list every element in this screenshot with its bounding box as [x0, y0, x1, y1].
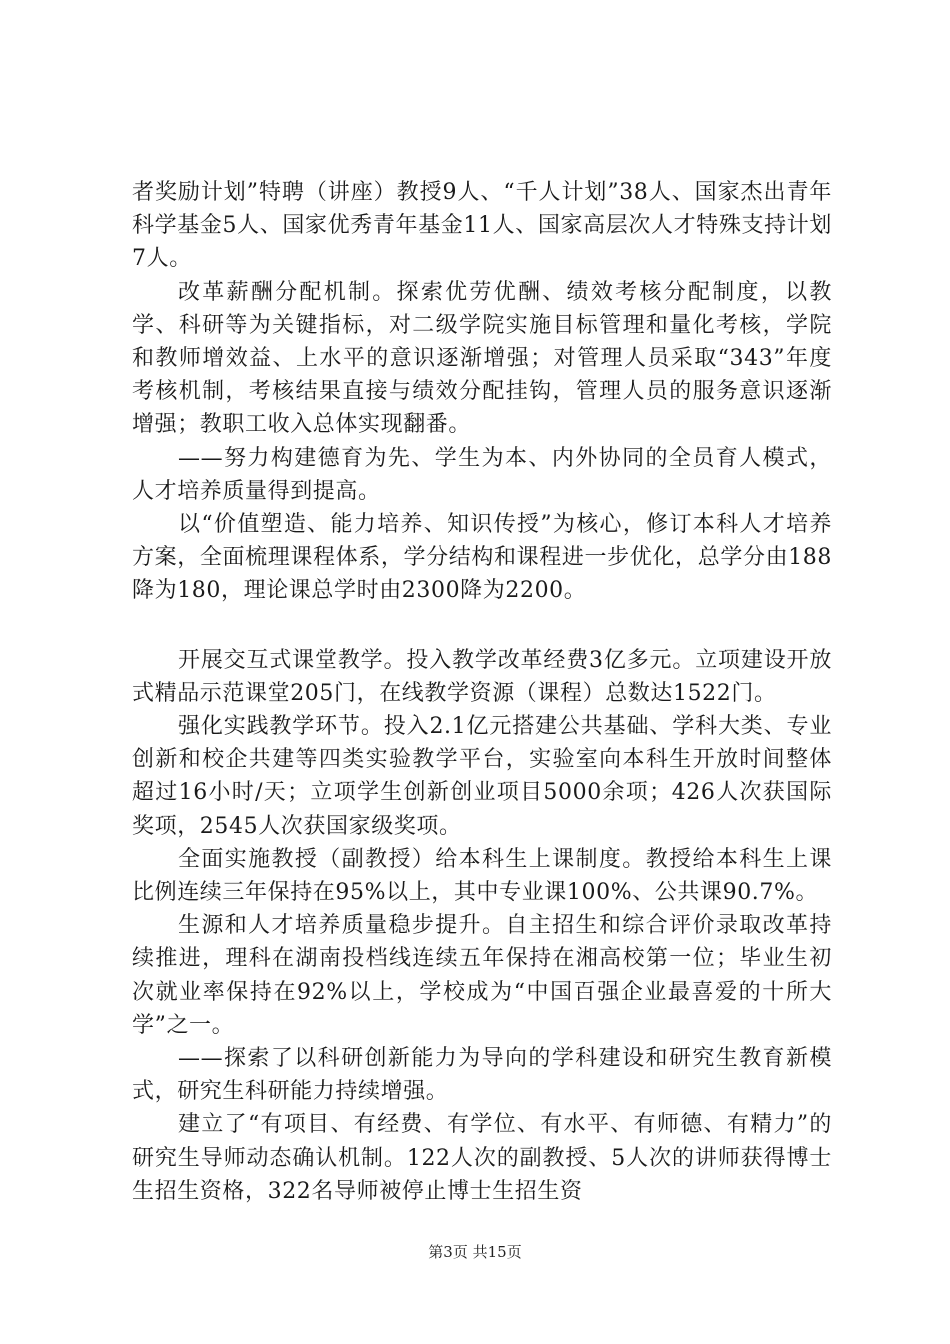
paragraph-education-model-heading: ——努力构建德育为先、学生为本、内外协同的全员育人模式，人才培养质量得到提高。	[132, 445, 832, 504]
paragraph-supervisor-mechanism: 建立了“有项目、有经费、有学位、有水平、有师德、有精力”的研究生导师动态确认机制。122人次的副教授、5人次的讲师获得博士生招生资格，322名导师被停止博士生招生资	[132, 1112, 832, 1204]
paragraph-salary-reform: 改革薪酬分配机制。探索优劳优酬、绩效考核分配制度，以教学、科研等为关键指标，对二级学院实施目标管理和量化考核，学院和教师增效益、上水平的意识逐渐增强；对管理人员采取“343”年度考核机制，考核结果直接与绩效分配挂钩，管理人员的服务意识逐渐增强；教职工收入总体实现翻番。	[132, 279, 832, 438]
paragraph-student-quality: 生源和人才培养质量稳步提升。自主招生和综合评价录取改革持续推进，理科在湖南投档线连续五年保持在湘高校第一位；毕业生初次就业率保持在92%以上，学校成为“中国百强企业最喜爱的十所大学”之一。	[132, 913, 832, 1038]
paragraph-graduate-model-heading: ——探索了以科研创新能力为导向的学科建设和研究生教育新模式，研究生科研能力持续增强。	[132, 1046, 832, 1105]
paragraph-curriculum-revision: 以“价值塑造、能力培养、知识传授”为核心，修订本科人才培养方案，全面梳理课程体系，学分结构和课程进一步优化，总学分由188降为180，理论课总学时由2300降为2200。	[132, 512, 832, 604]
paragraph-practice-teaching: 强化实践教学环节。投入2.1亿元搭建公共基础、学科大类、专业创新和校企共建等四类实验教学平台，实验室向本科生开放时间整体超过16小时/天；立项学生创新创业项目5000余项；426人次获国际奖项，2545人次获国家级奖项。	[132, 714, 832, 839]
paragraph-talent-plans: 者奖励计划”特聘（讲座）教授9人、“千人计划”38人、国家杰出青年科学基金5人、国家优秀青年基金11人、国家高层次人才特殊支持计划7人。	[132, 180, 832, 272]
paragraph-interactive-teaching: 开展交互式课堂教学。投入教学改革经费3亿多元。立项建设开放式精品示范课堂205门，在线教学资源（课程）总数达1522门。	[132, 647, 832, 706]
paragraph-gap	[132, 608, 832, 644]
page-number-footer: 第3页 共15页	[428, 1243, 522, 1261]
paragraph-professor-teaching: 全面实施教授（副教授）给本科生上课制度。教授给本科生上课比例连续三年保持在95%以上，其中专业课100%、公共课90.7%。	[132, 846, 832, 906]
document-body	[132, 176, 832, 1208]
